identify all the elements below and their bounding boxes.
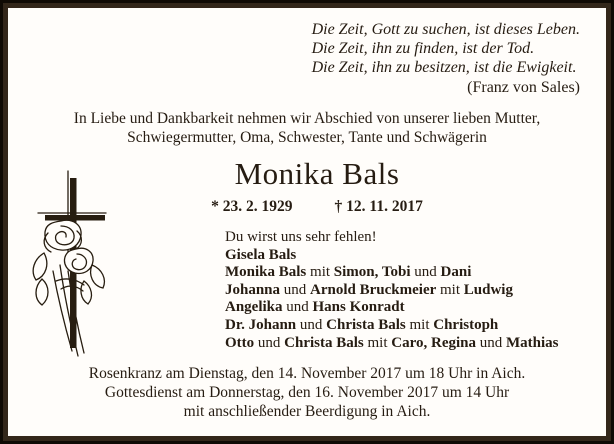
quote-line-2: Die Zeit, ihn zu finden, ist der Tod. [311,40,535,57]
family-line: Monika Bals mit Simon, Tobi und Dani [225,264,472,281]
quote-attribution: (Franz von Sales) [467,79,580,96]
family-line: Angelika und Hans Konradt [225,299,405,316]
intro-text [8,109,606,147]
birth-date: * 23. 2. 1929 [211,198,293,215]
death-date: † 12. 11. 2017 [334,198,423,215]
schedule-line-3: mit anschließender Beerdigung in Aich. [183,403,431,420]
schedule-line-1: Rosenkranz am Dienstag, den 14. November 2017 um 18 Uhr in Aich. [88,365,526,382]
schedule-line-2: Gottesdienst am Donnerstag, den 16. November 2017 um 14 Uhr [104,384,510,401]
intro-line-2: Schwiegermutter, Oma, Schwester, Tante und Schwägerin [127,129,487,146]
life-dates [28,198,606,216]
mourners-list [225,229,559,352]
farewell-line: Du wirst uns sehr fehlen! [225,229,377,245]
quote-block [312,20,580,97]
deceased-name: Monika Bals [234,156,400,191]
notice-inner-frame [3,3,611,441]
family-line: Dr. Johann und Christa Bals mit Christoph [225,316,499,333]
family-line: Gisela Bals [225,246,297,263]
family-line: Otto und Christa Bals mit Caro, Regina und Mathias [225,334,559,351]
intro-line-1: In Liebe und Dankbarkeit nehmen wir Abschied von unserer lieben Mutter, [73,110,541,127]
quote-line-1: Die Zeit, Gott zu suchen, ist dieses Leben. [311,21,580,38]
service-schedule [8,364,606,421]
quote-line-3: Die Zeit, ihn zu besitzen, ist die Ewigkeit. [311,59,577,76]
family-line: Johanna und Arnold Bruckmeier mit Ludwig [225,281,513,298]
